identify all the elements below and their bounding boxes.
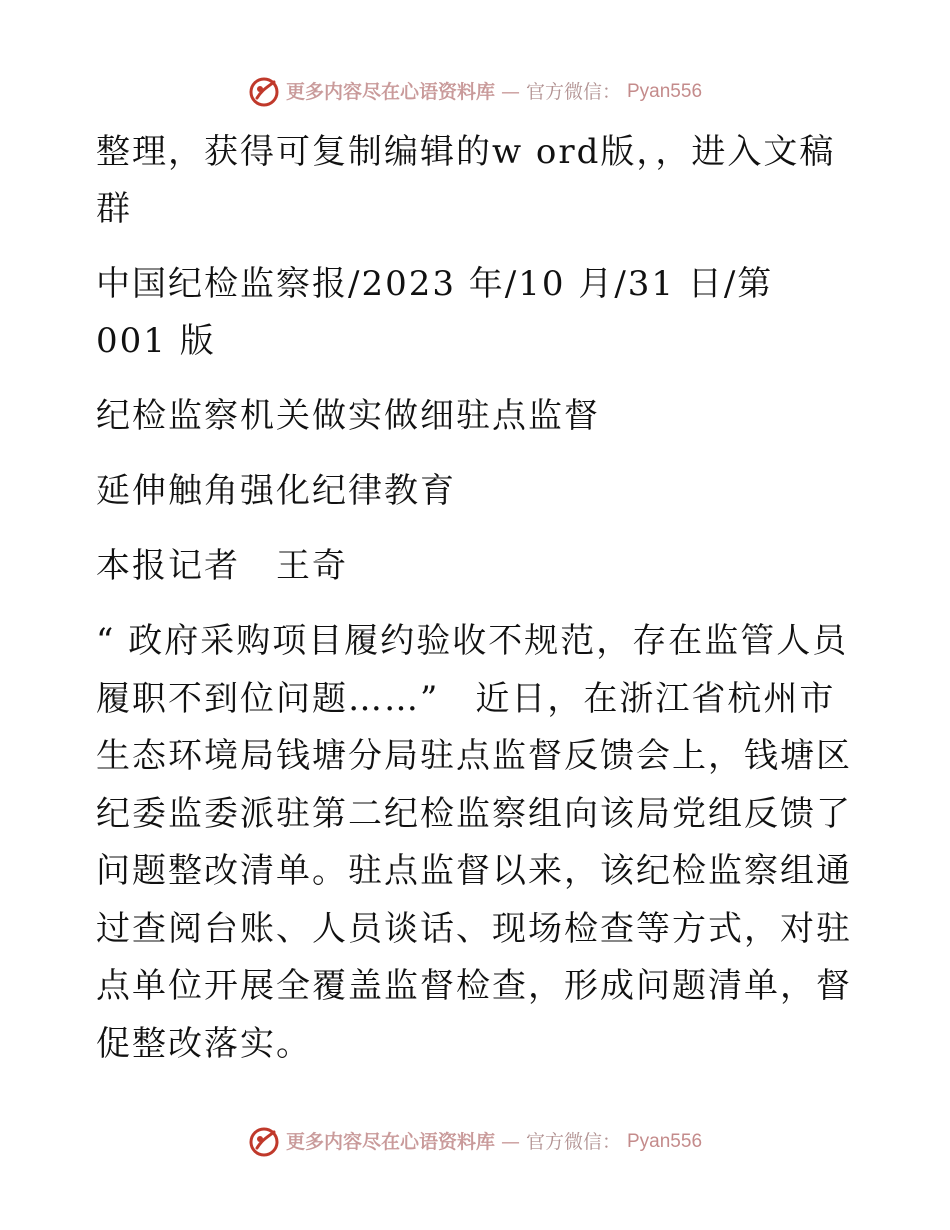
ink-brush-logo-icon xyxy=(248,76,280,108)
intro-paragraph: 整理，获得可复制编辑的w ord版，，进入文稿群 xyxy=(96,132,836,229)
watermark-text: 更多内容尽在心语资料库 xyxy=(285,81,495,103)
source-line: 中国纪检监察报/2023 年/10 月/31 日/第 001 版 xyxy=(96,264,774,361)
reporter-byline: 本报记者 王奇 xyxy=(96,546,348,586)
footer-watermark xyxy=(0,1126,950,1158)
body-paragraph: “ 政府采购项目履约验收不规范，存在监管人员履职不到位问题……” 近日，在浙江省杭州市生态环境局钱塘分局驻点监督反馈会上，钱塘区纪委监委派驻第二纪检监察组向该局党组反馈了问题整改清单。驻点监督以来，该纪检监察组通过查阅台账、人员谈话、现场检查等方式，对驻点单位开展全覆盖监督检查，形成问题清单，督促整改落实。 xyxy=(96,621,852,1064)
document-body xyxy=(96,124,852,1091)
watermark-official: 官方微信： xyxy=(525,81,621,103)
watermark-text: 更多内容尽在心语资料库 xyxy=(285,1131,495,1153)
ink-brush-logo-icon xyxy=(248,1126,280,1158)
watermark-dash: — xyxy=(500,1131,520,1153)
headline-primary: 纪检监察机关做实做细驻点监督 xyxy=(96,396,600,436)
watermark-dash: — xyxy=(500,81,520,103)
watermark-official: 官方微信： xyxy=(525,1131,621,1153)
header-watermark xyxy=(0,76,950,108)
headline-secondary: 延伸触角强化纪律教育 xyxy=(96,471,456,511)
watermark-id: Pyan556 xyxy=(627,81,703,102)
watermark-id: Pyan556 xyxy=(627,1131,703,1152)
